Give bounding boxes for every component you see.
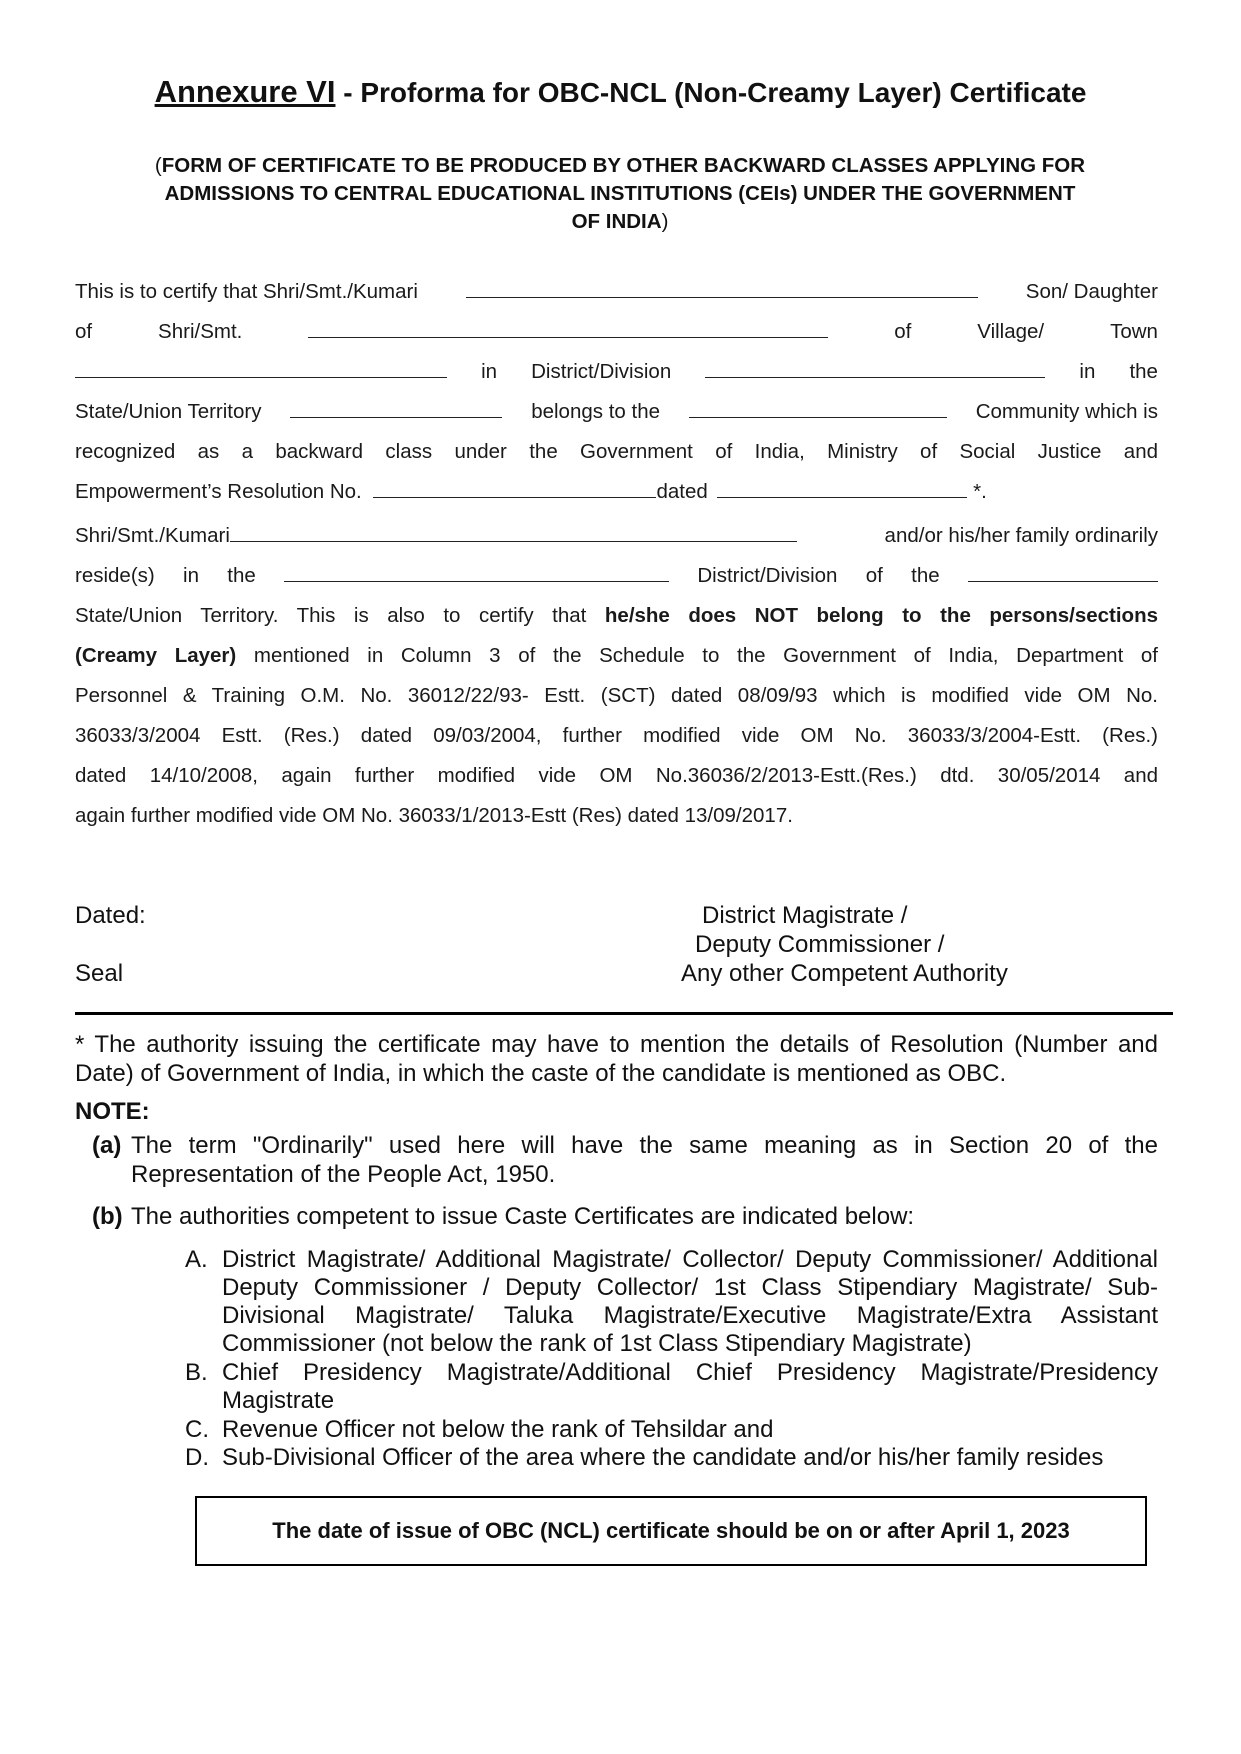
note-a [92,1131,1158,1189]
authority-item-letter: A. [185,1246,208,1273]
cert-text: Shri/Smt./Kumari [75,524,230,547]
subtitle-close-paren: ) [661,210,669,233]
cert-text: the [1129,360,1158,383]
authority-item-a [185,1246,1158,1358]
cert-text: in [1079,360,1096,383]
authority-item-text: District Magistrate/ Additional Magistrate/ Collector/ Deputy Commissioner/ Additional Deputy Commissioner / Deputy Collector/ 1st Class Stipendiary Magistrate/ Sub-Divisional Magistrate/ Taluka Magistrate/Executive Magistrate/Extra Assistant Commissioner (not below the rank of 1st Class Stipendiary Magistrate) [222,1246,1158,1357]
cert-line-2 [75,312,1158,352]
form-subtitle [100,152,1140,236]
seal-label: Seal [75,960,124,987]
cert-text: the [227,564,256,587]
issue-date-notice: The date of issue of OBC (NCL) certificate should be on or after April 1, 2023 [272,1518,1070,1543]
cert-text: Town [1110,320,1158,343]
cert-text: and/or his/her family ordinarily [884,524,1158,547]
authority-item-letter: B. [185,1359,208,1386]
cert-line-7 [75,516,1158,556]
note-b [92,1202,1158,1231]
cert-text: Son/ Daughter [1025,280,1158,303]
cert-text: State/Union Territory. This is also to certify that [75,604,605,627]
cert-text: District/Division [697,564,838,587]
cert-text: Village/ [977,320,1045,343]
cert-line-8 [75,556,1158,596]
authority-item-d [185,1444,1158,1472]
village-town-field[interactable] [75,355,447,378]
cert-text: the [911,564,940,587]
page-title [0,74,1241,110]
cert-text: dated [656,480,708,503]
note-b-text: The authorities competent to issue Caste Certificates are indicated below: [131,1203,915,1230]
authority-line-2: Deputy Commissioner / [695,931,945,958]
cert-line-11: Personnel & Training O.M. No. 36012/22/93- Estt. (SCT) dated 08/09/93 which is modified vide OM No. [75,684,1158,707]
resolution-date-field[interactable] [717,475,967,498]
authority-item-b [185,1359,1158,1415]
authority-item-text: Revenue Officer not below the rank of Tehsildar and [222,1416,774,1443]
cert-line-4 [75,392,1158,432]
authority-line-1: District Magistrate / [702,902,908,929]
cert-line-5: recognized as a backward class under the Government of India, Ministry of Social Justice and [75,440,1158,463]
note-a-label: (a) [92,1132,122,1159]
cert-text: Community which is [975,400,1158,423]
subtitle-line-1: FORM OF CERTIFICATE TO BE PRODUCED BY OTHER BACKWARD CLASSES APPLYING FOR [161,154,1086,177]
residence-place-field[interactable] [284,559,669,582]
certificate-body [75,272,1158,836]
cert-text: in [183,564,199,587]
subtitle-line-3: OF INDIA [571,210,662,233]
note-b-label: (b) [92,1203,123,1230]
cert-line-13: dated 14/10/2008, again further modified vide OM No.36036/2/2013-Estt.(Res.) dtd. 30/05/2014 and [75,764,1158,787]
residence-state-field[interactable] [968,559,1158,582]
dated-label: Dated: [75,902,146,929]
authority-item-text: Sub-Divisional Officer of the area where the candidate and/or his/her family resides [222,1444,1104,1471]
cert-line-9 [75,596,1158,636]
cert-text: of [75,320,93,343]
cert-bold-text: he/she does NOT belong to the persons/sections [604,604,1158,627]
footnote: * The authority issuing the certificate may have to mention the details of Resolution (Number and Date) of Government of India, in which the caste of the candidate is mentioned as OBC. [75,1031,1158,1087]
subtitle-line-2: ADMISSIONS TO CENTRAL EDUCATIONAL INSTITUTIONS (CEIs) UNDER THE GOVERNMENT [164,182,1076,205]
note-heading: NOTE: [75,1098,150,1125]
title-separator: - [335,77,361,108]
parent-name-field[interactable] [308,315,828,338]
state-field[interactable] [290,395,502,418]
cert-text: State/Union Territory [75,400,262,423]
title-text: Proforma for OBC-NCL (Non-Creamy Layer) Certificate [360,77,1087,108]
cert-text: *. [973,480,987,503]
section-divider [75,1012,1173,1015]
cert-line-10 [75,636,1158,676]
resident-name-field[interactable] [230,519,797,542]
cert-text: Shri/Smt. [158,320,243,343]
cert-text: reside(s) [75,564,155,587]
authority-item-text: Chief Presidency Magistrate/Additional Chief Presidency Magistrate/Presidency Magistrate [222,1359,1158,1414]
candidate-name-field[interactable] [466,275,978,298]
cert-text: mentioned in Column 3 of the Schedule to the Government of India, Department of [236,644,1158,667]
cert-text: Empowerment’s Resolution No. [75,480,362,503]
note-a-text: The term "Ordinarily" used here will have the same meaning as in Section 20 of the Representation of the People Act, 1950. [131,1132,1158,1188]
authority-line-3: Any other Competent Authority [681,960,1008,987]
cert-line-3 [75,352,1158,392]
cert-text: belongs to the [531,400,660,423]
cert-text: This is to certify that Shri/Smt./Kumari [75,280,418,303]
cert-text: District/Division [531,360,672,383]
subtitle-open-paren: ( [154,154,162,177]
community-field[interactable] [689,395,947,418]
district-field[interactable] [705,355,1045,378]
cert-text: of [894,320,912,343]
cert-bold-text: (Creamy Layer) [75,644,237,667]
authority-item-letter: C. [185,1416,209,1443]
cert-line-12: 36033/3/2004 Estt. (Res.) dated 09/03/2004, further modified vide OM No. 36033/3/2004-Estt. (Res.) [75,724,1158,747]
cert-line-1 [75,272,1158,312]
issue-date-notice-box [195,1496,1147,1566]
cert-text: in [481,360,498,383]
cert-line-14: again further modified vide OM No. 36033/1/2013-Estt (Res) dated 13/09/2017. [75,804,793,827]
cert-text: of [865,564,883,587]
annexure-label: Annexure VI [154,74,336,109]
authority-item-letter: D. [185,1444,209,1471]
resolution-number-field[interactable] [373,475,656,498]
authority-item-c [185,1416,1158,1444]
cert-line-6 [75,472,1158,512]
